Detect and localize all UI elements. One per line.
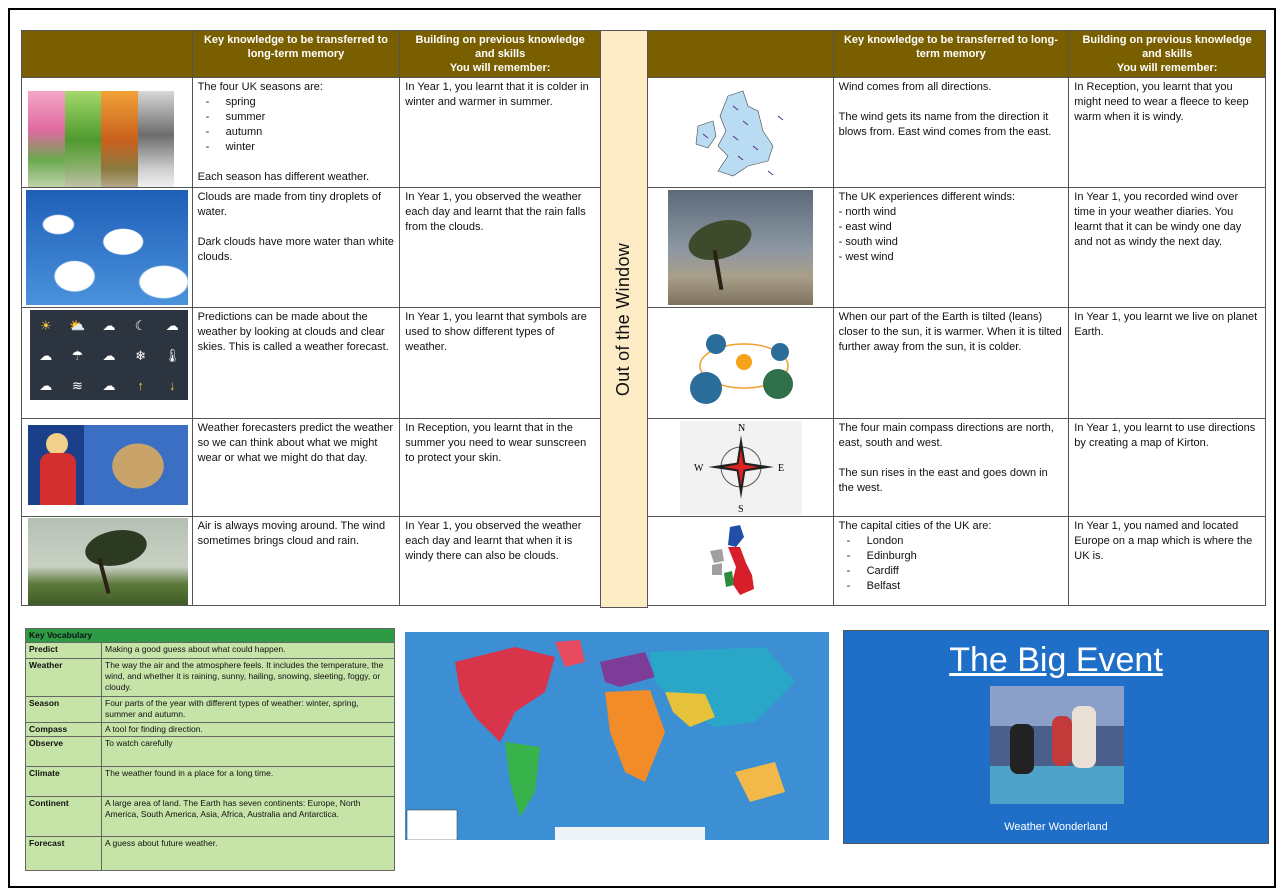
forecaster-image bbox=[22, 419, 193, 517]
compass-key-text: The four main compass directions are north, east, south and west. The sun rises in the east and goes down in the west. bbox=[833, 419, 1069, 517]
season-list: - spring - summer - autumn - winter bbox=[226, 95, 395, 155]
header-key-knowledge: Key knowledge to be transferred to long-term memory bbox=[192, 31, 400, 78]
uk-winds-prev-text: In Year 1, you recorded wind over time in your weather diaries. You learnt that it can be windy one day and not as windy the next day. bbox=[1069, 188, 1266, 308]
vocab-definition: Making a good guess about what could happen. bbox=[102, 643, 395, 659]
seasons-key-text: The four UK seasons are: - spring - summer - autumn - winter Each season has different weather. bbox=[192, 78, 400, 188]
vocab-definition: A large area of land. The Earth has seven continents: Europe, North America, South America, Asia, Africa, Australia and Antarctica. bbox=[102, 797, 395, 837]
compass-south: S bbox=[738, 504, 744, 515]
air-prev-text: In Year 1, you observed the weather each day and learnt that when it is windy there can also be clouds. bbox=[400, 517, 601, 606]
capitals-list: - London - Edinburgh - Cardiff - Belfast bbox=[867, 534, 1064, 594]
vocab-title: Key Vocabulary bbox=[26, 629, 395, 643]
forecaster-prev-text: In Reception, you learnt that in the summer you need to wear sunscreen to protect your skin. bbox=[400, 419, 601, 517]
vocab-definition: The way the air and the atmosphere feels. It includes the temperature, the wind, and whether it is raining, sunny, hailing, snowing, sleeting, foggy, or cloudy. bbox=[102, 659, 395, 697]
out-of-the-window-divider bbox=[600, 30, 648, 608]
header-blank bbox=[22, 31, 193, 78]
earth-tilt-prev-text: In Year 1, you learnt we live on planet Earth. bbox=[1069, 308, 1266, 419]
world-map-image bbox=[405, 632, 829, 840]
vocab-term: Season bbox=[26, 697, 102, 723]
big-event-subtitle: Weather Wonderland bbox=[1004, 821, 1108, 833]
clouds-prev-text: In Year 1, you observed the weather each day and learnt that the rain falls from the clouds. bbox=[400, 188, 601, 308]
key-vocabulary-table bbox=[25, 628, 395, 871]
right-knowledge-table bbox=[647, 30, 1266, 606]
compass-west: W bbox=[694, 463, 704, 474]
compass-image bbox=[648, 419, 834, 517]
compass-north: N bbox=[738, 423, 746, 434]
forecaster-key-text: Weather forecasters predict the weather so we can think about what we might wear or what we might do that day. bbox=[192, 419, 400, 517]
windy-tree-image bbox=[22, 517, 193, 606]
compass-prev-text: In Year 1, you learnt to use directions by creating a map of Kirton. bbox=[1069, 419, 1266, 517]
vocab-term: Weather bbox=[26, 659, 102, 697]
weather-symbols-image: ☀ ⛅ ☁ ☾ ☁ ☁ ☂ ☁ ❄ 🌡 ☁ ≋ ☁ ↑ ↓ bbox=[22, 308, 193, 419]
vocab-definition: The weather found in a place for a long time. bbox=[102, 767, 395, 797]
vocab-term: Predict bbox=[26, 643, 102, 659]
storm-tree-image bbox=[648, 188, 834, 308]
header-previous: Building on previous knowledge and skills You will remember: bbox=[400, 31, 601, 78]
vocab-definition: To watch carefully bbox=[102, 737, 395, 767]
big-event-title: The Big Event bbox=[949, 641, 1163, 679]
seasons-prev-text: In Year 1, you learnt that it is colder in winter and warmer in summer. bbox=[400, 78, 601, 188]
vocab-term: Forecast bbox=[26, 837, 102, 871]
vocab-term: Continent bbox=[26, 797, 102, 837]
header-blank bbox=[648, 31, 834, 78]
clouds-image bbox=[22, 188, 193, 308]
big-event-panel bbox=[843, 630, 1269, 844]
uk-capitals-map-image bbox=[648, 517, 834, 606]
vocab-term: Compass bbox=[26, 723, 102, 737]
header-previous: Building on previous knowledge and skills You will remember: bbox=[1069, 31, 1266, 78]
vocab-definition: A tool for finding direction. bbox=[102, 723, 395, 737]
uk-winds-key-text: The UK experiences different winds: - north wind - east wind - south wind - west wind bbox=[833, 188, 1069, 308]
vocab-definition: Four parts of the year with different types of weather: winter, spring, summer and autumn. bbox=[102, 697, 395, 723]
vocab-definition: A guess about future weather. bbox=[102, 837, 395, 871]
compass-east: E bbox=[778, 463, 785, 474]
air-key-text: Air is always moving around. The wind sometimes brings cloud and rain. bbox=[192, 517, 400, 606]
seasons-image bbox=[22, 78, 193, 188]
wind-directions-prev-text: In Reception, you learnt that you might need to wear a fleece to keep warm when it is windy. bbox=[1069, 78, 1266, 188]
uk-wind-map-image bbox=[648, 78, 834, 188]
forecast-key-text: Predictions can be made about the weather by looking at clouds and clear skies. This is called a weather forecast. bbox=[192, 308, 400, 419]
big-event-photo bbox=[990, 686, 1124, 804]
earth-orbit-image bbox=[648, 308, 834, 419]
clouds-key-text: Clouds are made from tiny droplets of water. Dark clouds have more water than white clouds. bbox=[192, 188, 400, 308]
divider-label: Out of the Window bbox=[613, 242, 634, 396]
capitals-prev-text: In Year 1, you named and located Europe on a map which is where the UK is. bbox=[1069, 517, 1266, 606]
capitals-key-text: The capital cities of the UK are: - London - Edinburgh - Cardiff - Belfast bbox=[833, 517, 1069, 606]
forecast-prev-text: In Year 1, you learnt that symbols are used to show different types of weather. bbox=[400, 308, 601, 419]
vocab-term: Observe bbox=[26, 737, 102, 767]
vocab-term: Climate bbox=[26, 767, 102, 797]
left-knowledge-table bbox=[21, 30, 601, 606]
wind-directions-key-text: Wind comes from all directions. The wind gets its name from the direction it blows from. East wind comes from the east. bbox=[833, 78, 1069, 188]
header-key-knowledge: Key knowledge to be transferred to long-term memory bbox=[833, 31, 1069, 78]
earth-tilt-key-text: When our part of the Earth is tilted (leans) closer to the sun, it is warmer. When it is tilted further away from the sun, it is colder. bbox=[833, 308, 1069, 419]
